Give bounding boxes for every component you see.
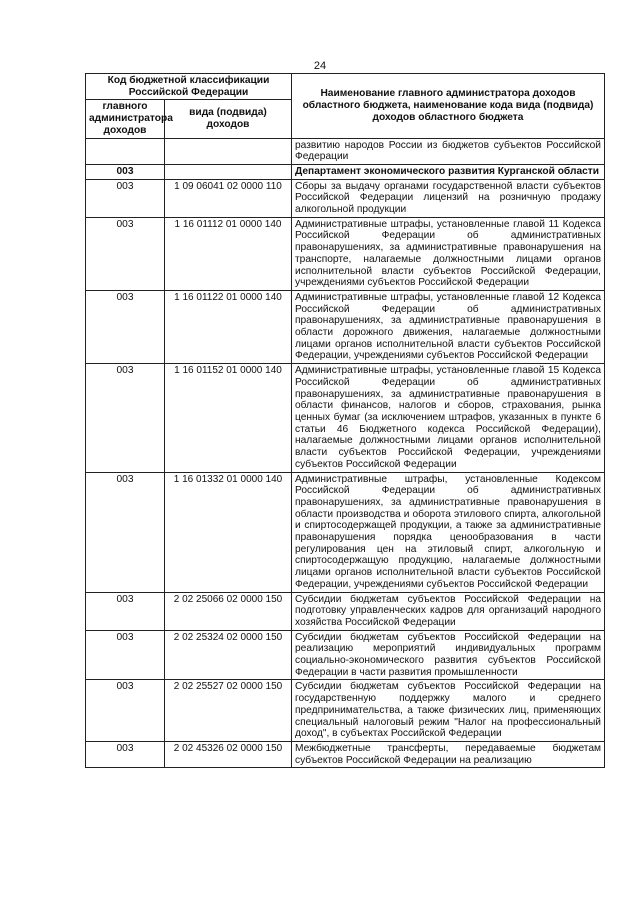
table-row [86, 630, 605, 680]
table-row [86, 217, 605, 290]
table-row [86, 290, 605, 363]
table-row [86, 364, 605, 472]
admin-cell: 003 [86, 680, 165, 742]
name-cell: развитию народов России из бюджетов субъектов Российской Федерации [292, 138, 605, 164]
table-row [86, 472, 605, 592]
table-body [86, 138, 605, 768]
table-row [86, 741, 605, 767]
admin-cell: 003 [86, 630, 165, 680]
name-cell: Субсидии бюджетам субъектов Российской Федерации на подготовку управленческих кадров для организаций народного хозяйства Российской Федерации [292, 592, 605, 630]
admin-cell: 003 [86, 592, 165, 630]
page-number: 24 [313, 60, 327, 72]
budget-classification-table [85, 73, 605, 768]
admin-cell: 003 [86, 290, 165, 363]
name-cell: Административные штрафы, установленные главой 11 Кодекса Российской Федерации об административных правонарушениях, за административные правонарушения на транспорте, налагаемые должностными лицами органов исполнительной власти субъектов Российской Федерации, учреждениями субъектов Российской Федерации [292, 217, 605, 290]
header-code-column: вида (подвида) доходов [165, 100, 292, 138]
table-row [86, 164, 605, 179]
header-name-column: Наименование главного администратора доходов областного бюджета, наименование кода вида (подвида) доходов областного бюджета [292, 74, 605, 139]
code-cell: 2 02 45326 02 0000 150 [165, 741, 292, 767]
header-group: Код бюджетной классификации Российской Федерации [86, 74, 292, 100]
code-cell [165, 164, 292, 179]
name-cell: Сборы за выдачу органами государственной власти субъектов Российской Федерации лицензий на розничную продажу алкогольной продукции [292, 179, 605, 217]
admin-cell: 003 [86, 741, 165, 767]
admin-cell: 003 [86, 217, 165, 290]
admin-cell: 003 [86, 179, 165, 217]
admin-cell: 003 [86, 472, 165, 592]
code-cell: 1 09 06041 02 0000 110 [165, 179, 292, 217]
code-cell: 2 02 25324 02 0000 150 [165, 630, 292, 680]
code-cell [165, 138, 292, 164]
table-row [86, 179, 605, 217]
admin-cell [86, 138, 165, 164]
code-cell: 2 02 25066 02 0000 150 [165, 592, 292, 630]
admin-cell: 003 [86, 164, 165, 179]
code-cell: 1 16 01112 01 0000 140 [165, 217, 292, 290]
code-cell: 1 16 01122 01 0000 140 [165, 290, 292, 363]
name-cell: Административные штрафы, установленные главой 12 Кодекса Российской Федерации об административных правонарушениях, за административные правонарушения в области дорожного движения, налагаемые должностными лицами органов исполнительной власти субъектов Российской Федерации, учреждениями субъектов Российской Федерации [292, 290, 605, 363]
table-row [86, 680, 605, 742]
admin-cell: 003 [86, 364, 165, 472]
table-header [86, 74, 605, 139]
name-cell: Субсидии бюджетам субъектов Российской Федерации на государственную поддержку малого и среднего предпринимательства, а также физических лиц, применяющих специальный налоговый режим "Налог на профессиональный доход", в субъектах Российской Федерации [292, 680, 605, 742]
table-row [86, 592, 605, 630]
name-cell: Субсидии бюджетам субъектов Российской Федерации на реализацию мероприятий индивидуальных программ социально-экономического развития субъектов Российской Федерации в части развития промышленности [292, 630, 605, 680]
name-cell: Межбюджетные трансферты, передаваемые бюджетам субъектов Российской Федерации на реализацию [292, 741, 605, 767]
code-cell: 2 02 25527 02 0000 150 [165, 680, 292, 742]
code-cell: 1 16 01332 01 0000 140 [165, 472, 292, 592]
code-cell: 1 16 01152 01 0000 140 [165, 364, 292, 472]
name-cell: Департамент экономического развития Курганской области [292, 164, 605, 179]
name-cell: Административные штрафы, установленные главой 15 Кодекса Российской Федерации об административных правонарушениях, за административные правонарушения в области финансов, налогов и сборов, страхования, рынка ценных бумаг (за исключением штрафов, указанных в пункте 6 статьи 46 Бюджетного кодекса Российской Федерации), налагаемые должностными лицами органов исполнительной власти субъектов Российской Федерации, учреждениями субъектов Российской Федерации [292, 364, 605, 472]
name-cell: Административные штрафы, установленные Кодексом Российской Федерации об административных правонарушениях, за административные правонарушения в области производства и оборота этилового спирта, алкогольной и спиртосодержащей продукции, а также за административные правонарушения порядка ценообразования в части регулирования цен на этиловый спирт, алкогольную и спиртосодержащую продукцию, налагаемые должностными лицами органов исполнительной власти субъектов Российской Федерации, учреждениями субъектов Российской Федерации [292, 472, 605, 592]
header-admin-column: главного администратора доходов [86, 100, 165, 138]
table-row [86, 138, 605, 164]
